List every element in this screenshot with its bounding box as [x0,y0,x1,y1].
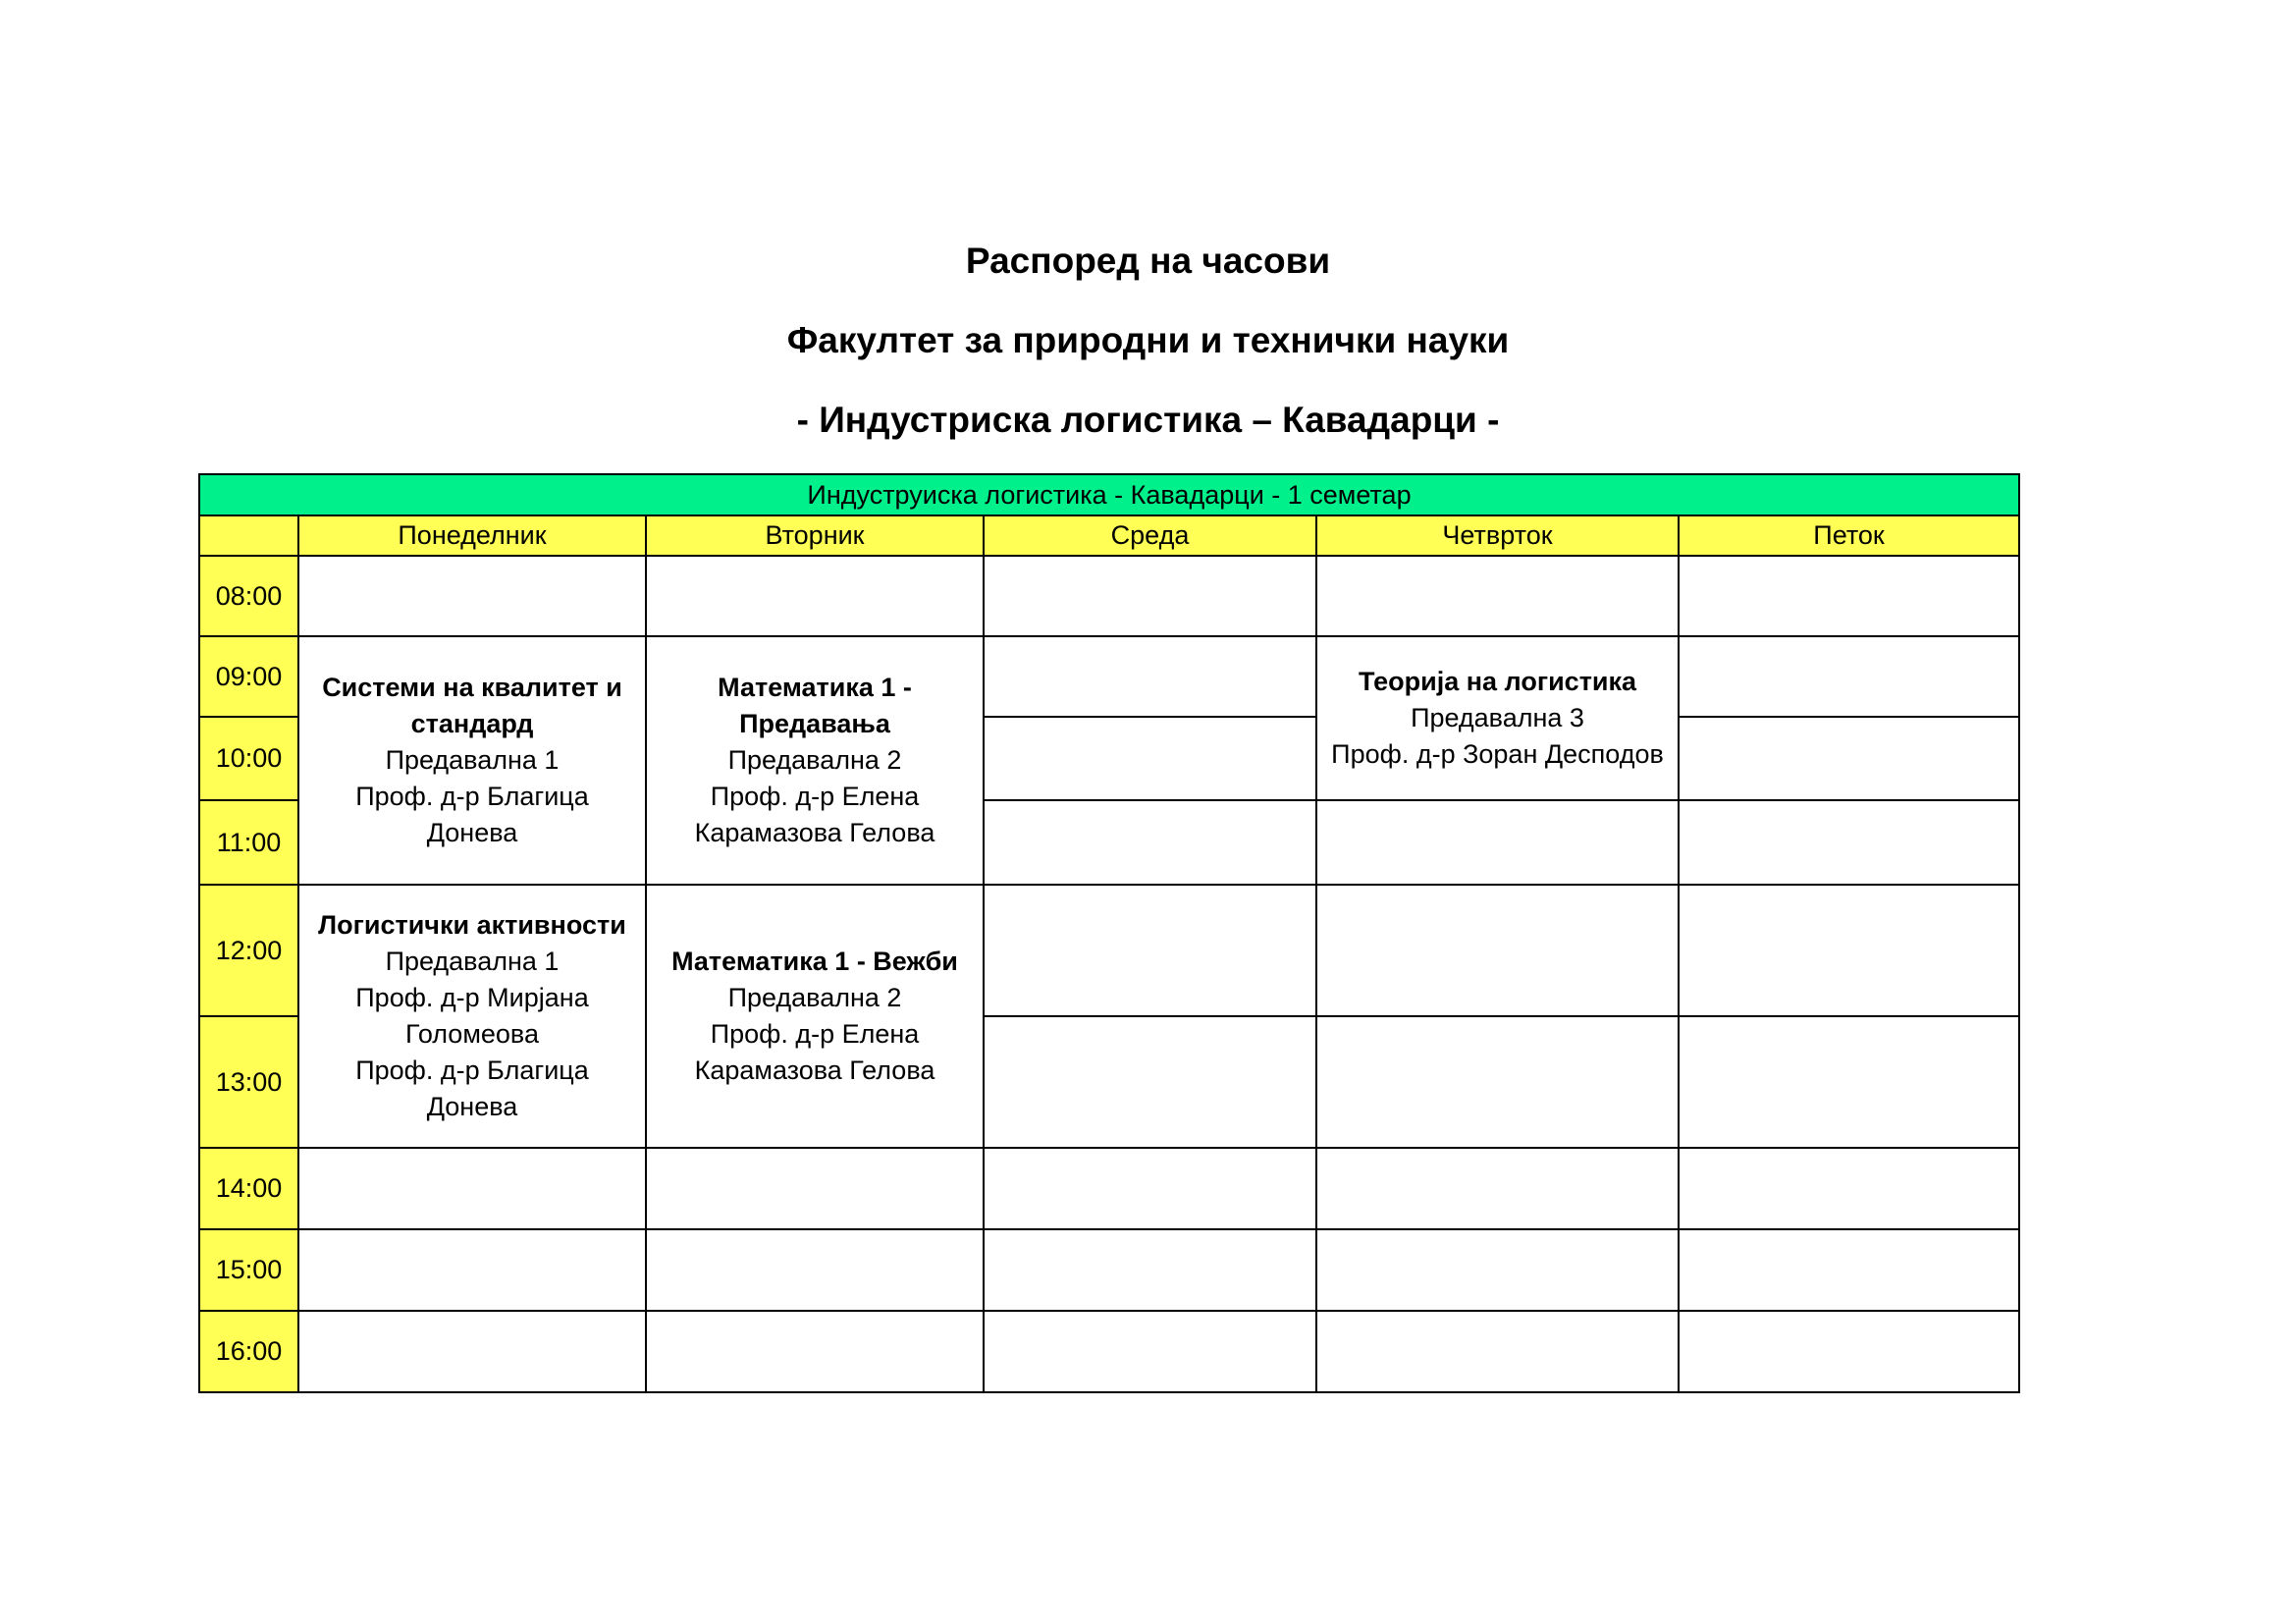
time-label-0800: 08:00 [199,556,298,636]
empty-cell [646,1229,984,1311]
class-professor: Проф. д-р Благица Донева [355,1056,589,1121]
empty-cell [984,885,1316,1016]
page-title: Распоред на часови [965,241,1331,281]
class-block-math-exercises [646,885,984,1148]
time-row-1500 [199,1229,2019,1311]
empty-cell [984,556,1316,636]
empty-cell [1679,556,2019,636]
class-subject: Системи на квалитет и стандард [322,673,622,738]
empty-cell [1679,800,2019,885]
class-room: Предавална 2 [727,983,902,1012]
empty-cell [1316,556,1679,636]
empty-cell [1316,1311,1679,1392]
empty-cell [1316,1229,1679,1311]
class-professor: Проф. д-р Зоран Десподов [1331,739,1664,769]
empty-cell [1679,717,2019,800]
corner-cell [199,515,298,556]
empty-cell [984,1229,1316,1311]
empty-cell [646,556,984,636]
class-block-logistics-theory [1316,636,1679,800]
class-room: Предавална 2 [727,745,902,775]
empty-cell [1679,1229,2019,1311]
empty-cell [984,636,1316,717]
day-header-tuesday: Вторник [646,515,984,556]
class-professor: Проф. д-р Благица Донева [355,782,589,847]
empty-cell [646,1311,984,1392]
day-header-friday: Петок [1679,515,2019,556]
program-title: - Индустриска логистика – Кавадарци - [796,400,1500,440]
time-row-1200 [199,885,2019,1016]
class-room: Предавална 1 [385,745,560,775]
empty-cell [298,1148,646,1229]
day-header-monday: Понеделник [298,515,646,556]
time-row-0900 [199,636,2019,717]
semester-banner: Индуструиска логистика - Кавадарци - 1 семетар [199,474,2019,515]
empty-cell [1316,885,1679,1016]
empty-cell [984,1016,1316,1148]
empty-cell [1316,800,1679,885]
time-label-1400: 14:00 [199,1148,298,1229]
empty-cell [1316,1148,1679,1229]
time-label-1500: 15:00 [199,1229,298,1311]
time-label-1300: 13:00 [199,1016,298,1148]
empty-cell [298,1311,646,1392]
class-block-logistics-activities [298,885,646,1148]
time-label-1200: 12:00 [199,885,298,1016]
class-room: Предавална 1 [385,947,560,976]
empty-cell [1679,636,2019,717]
empty-cell [646,1148,984,1229]
time-row-1600 [199,1311,2019,1392]
empty-cell [984,717,1316,800]
schedule-table [198,473,2020,1393]
time-label-1600: 16:00 [199,1311,298,1392]
class-block-math-lectures [646,636,984,885]
faculty-title: Факултет за природни и технички науки [786,320,1510,360]
class-professor: Проф. д-р Елена Карамазова Гелова [694,1019,935,1085]
class-room: Предавална 3 [1411,703,1584,732]
empty-cell [984,1148,1316,1229]
class-block-quality-systems [298,636,646,885]
empty-cell [984,1311,1316,1392]
time-label-1100: 11:00 [199,800,298,885]
time-label-1000: 10:00 [199,717,298,800]
class-professor: Проф. д-р Мирјана Голомеова [355,983,589,1049]
day-header-wednesday: Среда [984,515,1316,556]
day-header-row [199,515,2019,556]
day-header-thursday: Четврток [1316,515,1679,556]
class-subject: Логистички активности [318,910,626,940]
empty-cell [1679,885,2019,1016]
time-label-0900: 09:00 [199,636,298,717]
class-subject: Теорија на логистика [1358,667,1637,696]
empty-cell [298,1229,646,1311]
empty-cell [1679,1016,2019,1148]
empty-cell [1679,1311,2019,1392]
time-row-0800 [199,556,2019,636]
class-professor: Проф. д-р Елена Карамазова Гелова [694,782,935,847]
empty-cell [1679,1148,2019,1229]
time-row-1400 [199,1148,2019,1229]
class-subject: Математика 1 - Предавања [718,673,912,738]
empty-cell [1316,1016,1679,1148]
empty-cell [984,800,1316,885]
class-subject: Математика 1 - Вежби [671,947,958,976]
empty-cell [298,556,646,636]
